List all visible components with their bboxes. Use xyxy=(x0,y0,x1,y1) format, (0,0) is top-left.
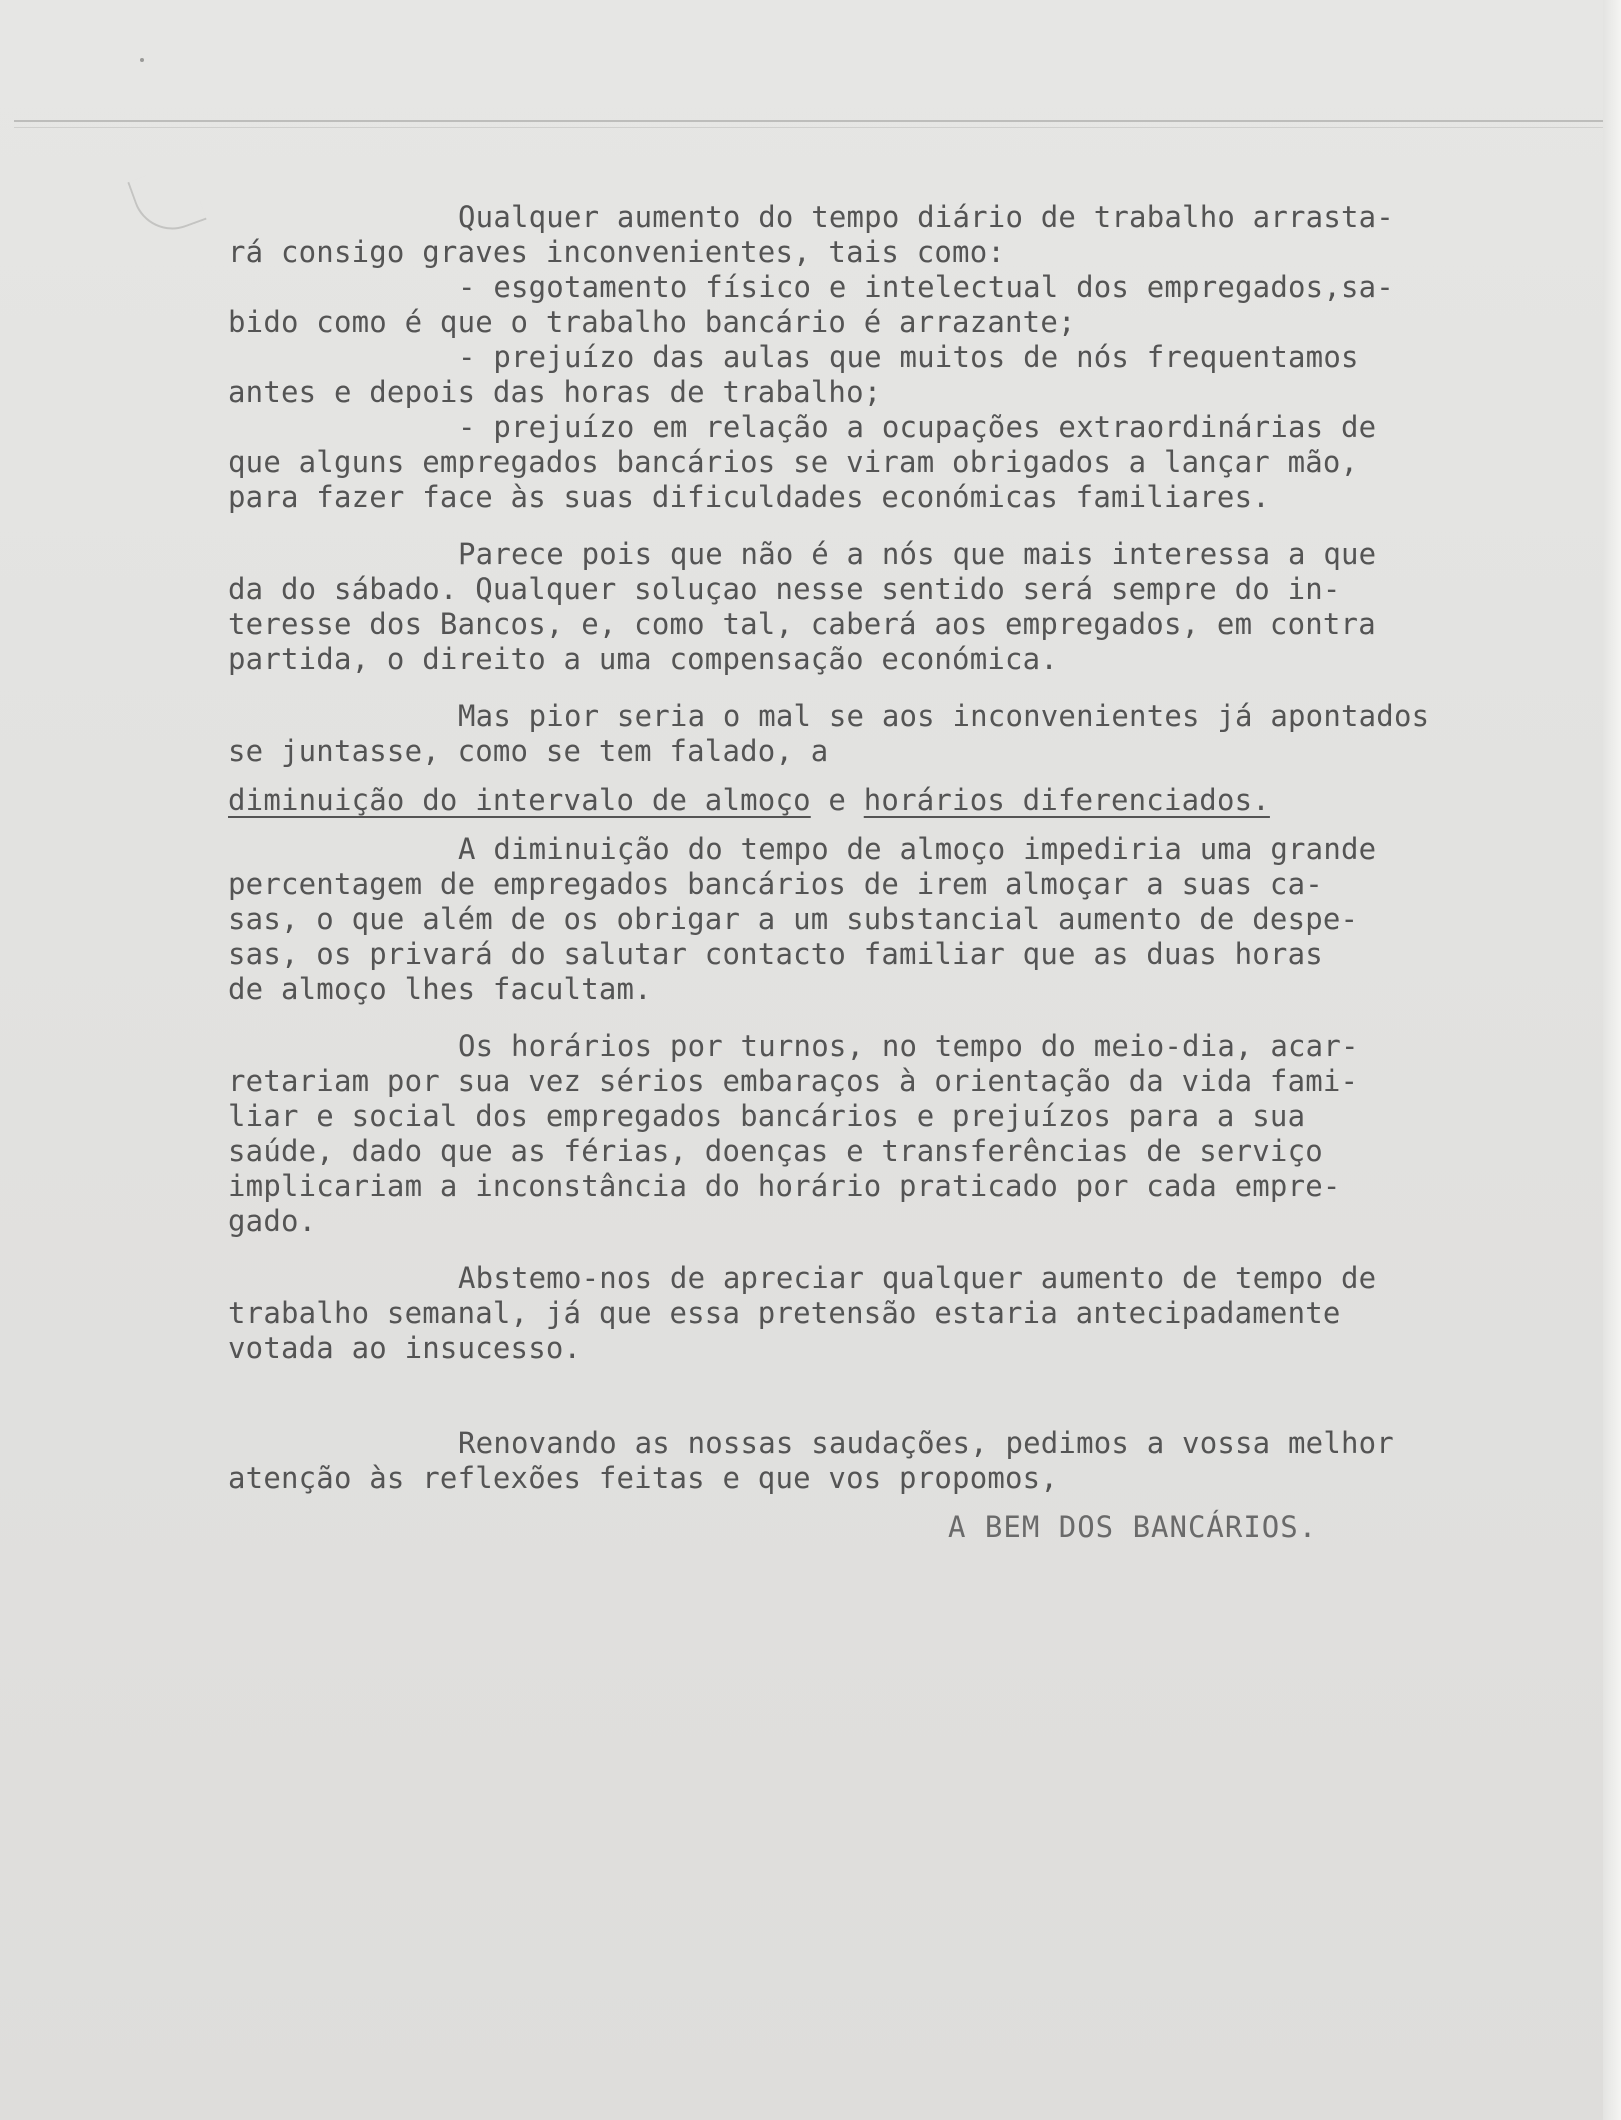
text-line: antes e depois das horas de trabalho; xyxy=(228,375,882,409)
text-line: para fazer face às suas dificuldades económicas familiares. xyxy=(228,480,1270,514)
text-line: rá consigo graves inconvenientes, tais como: xyxy=(228,235,1006,269)
connector-text: e xyxy=(810,783,864,817)
text-line: que alguns empregados bancários se viram obrigados a lançar mão, xyxy=(228,445,1359,479)
paragraph-5 xyxy=(228,1029,1588,1239)
paragraph-6 xyxy=(228,1261,1588,1366)
text-line: sas, os privará do salutar contacto familiar que as duas horas xyxy=(228,937,1323,971)
signature: A BEM DOS BANCÁRIOS. xyxy=(948,1510,1318,1544)
text-line: atenção às reflexões feitas e que vos propomos, xyxy=(228,1461,1058,1495)
paragraph-7 xyxy=(228,1426,1588,1496)
underlined-heading xyxy=(228,783,1588,818)
text-line: teresse dos Bancos, e, como tal, caberá aos empregados, em contra xyxy=(228,607,1376,641)
text-line: de almoço lhes facultam. xyxy=(228,972,652,1006)
text-line: sas, o que além de os obrigar a um substancial aumento de despe- xyxy=(228,902,1359,936)
text-line: bido como é que o trabalho bancário é arrazante; xyxy=(228,305,1076,339)
text-line: - prejuízo das aulas que muitos de nós frequentamos xyxy=(458,340,1359,374)
text-line: - prejuízo em relação a ocupações extraordinárias de xyxy=(458,410,1377,444)
paragraph-1 xyxy=(228,200,1588,515)
text-line: votada ao insucesso. xyxy=(228,1331,582,1365)
paper-mark xyxy=(140,58,144,62)
underlined-phrase-2: horários diferenciados. xyxy=(863,783,1270,817)
paragraph-3 xyxy=(228,699,1588,769)
text-line: - esgotamento físico e intelectual dos empregados,sa- xyxy=(458,270,1394,304)
text-line: saúde, dado que as férias, doenças e transferências de serviço xyxy=(228,1134,1323,1168)
text-line: Qualquer aumento do tempo diário de trabalho arrasta- xyxy=(458,200,1394,234)
top-rule-faint xyxy=(14,127,1614,128)
text-line: retariam por sua vez sérios embaraços à orientação da vida fami- xyxy=(228,1064,1359,1098)
text-line: se juntasse, como se tem falado, a xyxy=(228,734,829,768)
text-line: Parece pois que não é a nós que mais interessa a que xyxy=(458,537,1377,571)
text-line: Mas pior seria o mal se aos inconvenientes já apontados xyxy=(458,699,1430,733)
paragraph-4 xyxy=(228,832,1588,1007)
text-line: implicariam a inconstância do horário praticado por cada empre- xyxy=(228,1169,1341,1203)
text-line: percentagem de empregados bancários de irem almoçar a suas ca- xyxy=(228,867,1323,901)
letter-body xyxy=(228,200,1588,1545)
text-line: Os horários por turnos, no tempo do meio-dia, acar- xyxy=(458,1029,1359,1063)
text-line: A diminuição do tempo de almoço impediria uma grande xyxy=(458,832,1377,866)
text-line: liar e social dos empregados bancários e prejuízos para a sua xyxy=(228,1099,1306,1133)
text-line: gado. xyxy=(228,1204,317,1238)
top-rule xyxy=(14,120,1614,122)
text-line: Abstemo-nos de apreciar qualquer aumento de tempo de xyxy=(458,1261,1377,1295)
text-line: da do sábado. Qualquer soluçao nesse sentido será sempre do in- xyxy=(228,572,1341,606)
paragraph-2 xyxy=(228,537,1588,677)
text-line: Renovando as nossas saudações, pedimos a vossa melhor xyxy=(458,1426,1394,1460)
paper-edge xyxy=(1603,0,1621,2120)
pencil-mark xyxy=(127,161,206,240)
underlined-phrase-1: diminuição do intervalo de almoço xyxy=(228,783,811,817)
text-line: trabalho semanal, já que essa pretensão estaria antecipadamente xyxy=(228,1296,1341,1330)
text-line: partida, o direito a uma compensação económica. xyxy=(228,642,1058,676)
